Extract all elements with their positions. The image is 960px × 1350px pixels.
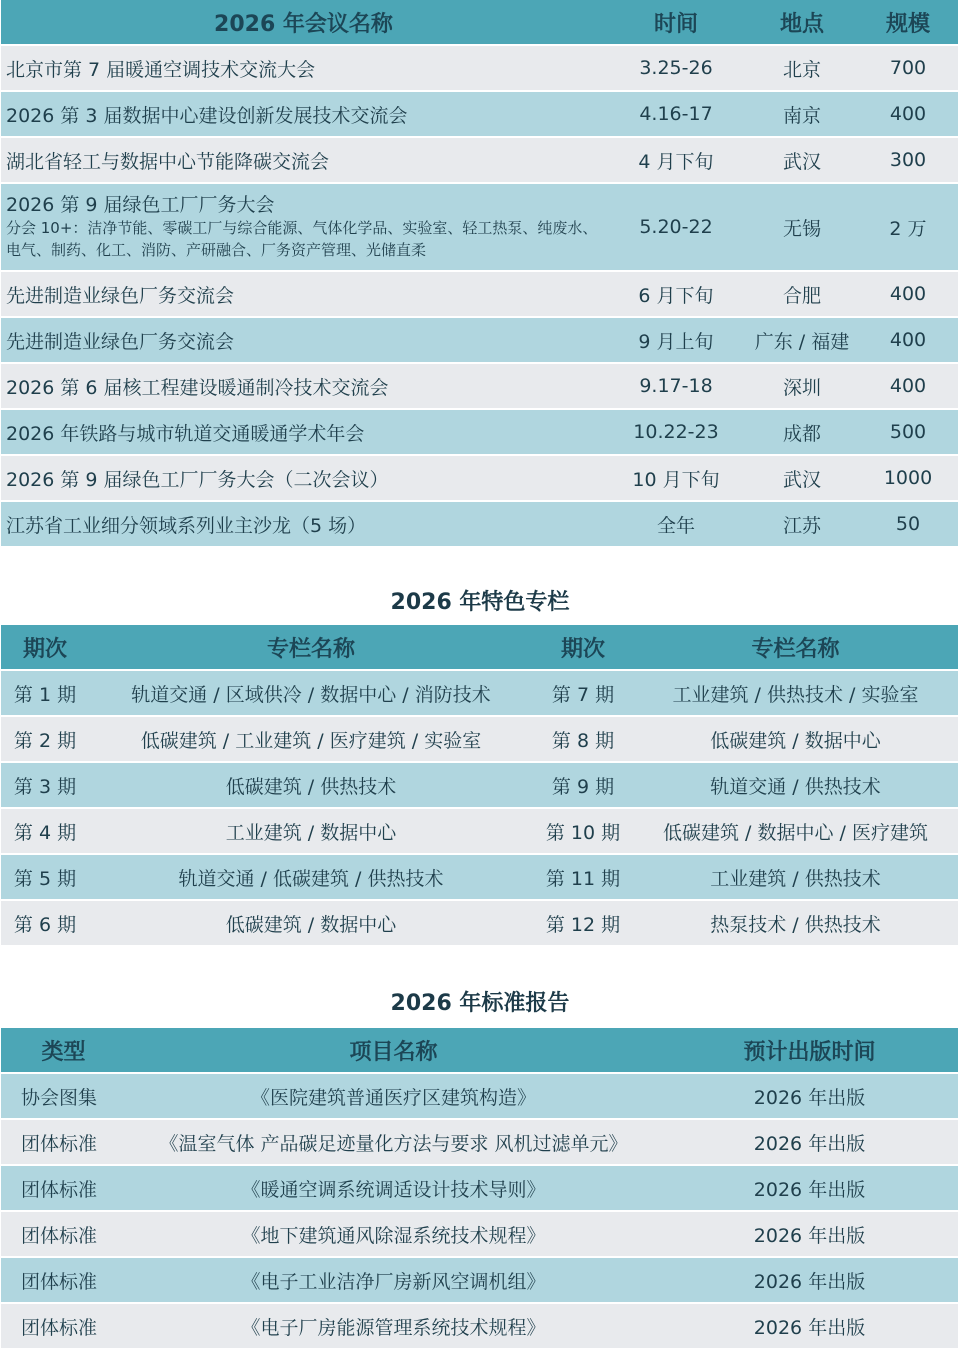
meeting-time: 10.22-23 xyxy=(606,408,746,454)
meeting-name: 先进制造业绿色厂务交流会 xyxy=(1,316,606,362)
table-row xyxy=(1,807,958,853)
table-row xyxy=(1,1210,958,1256)
issue-number: 第 6 期 xyxy=(1,899,89,945)
issue-number: 第 10 期 xyxy=(533,807,633,853)
column-topics: 热泵技术 / 供热技术 xyxy=(633,899,958,945)
table-row xyxy=(1,761,958,807)
meeting-scale: 2 万 xyxy=(858,182,958,270)
standard-date: 2026 年出版 xyxy=(661,1164,958,1210)
column-topics: 低碳建筑 / 数据中心 / 医疗建筑 xyxy=(633,807,958,853)
meeting-name: 2026 年铁路与城市轨道交通暖通学术年会 xyxy=(1,408,606,454)
meeting-time: 4.16-17 xyxy=(606,90,746,136)
meetings-header-time: 时间 xyxy=(606,0,746,44)
issue-number: 第 11 期 xyxy=(533,853,633,899)
table-row xyxy=(1,853,958,899)
table-row xyxy=(1,1256,958,1302)
meeting-place: 南京 xyxy=(746,90,858,136)
column-topics: 低碳建筑 / 供热技术 xyxy=(89,761,533,807)
column-topics: 轨道交通 / 低碳建筑 / 供热技术 xyxy=(89,853,533,899)
standard-date: 2026 年出版 xyxy=(661,1072,958,1118)
columns-header-name-a: 专栏名称 xyxy=(89,625,533,669)
issue-number: 第 8 期 xyxy=(533,715,633,761)
issue-number: 第 9 期 xyxy=(533,761,633,807)
table-row xyxy=(1,500,958,546)
issue-number: 第 7 期 xyxy=(533,669,633,715)
meeting-place: 江苏 xyxy=(746,500,858,546)
column-topics: 轨道交通 / 供热技术 xyxy=(633,761,958,807)
standard-date: 2026 年出版 xyxy=(661,1302,958,1348)
standard-type: 团体标准 xyxy=(1,1118,126,1164)
issue-number: 第 3 期 xyxy=(1,761,89,807)
table-row xyxy=(1,44,958,90)
column-topics: 低碳建筑 / 数据中心 xyxy=(633,715,958,761)
issue-number: 第 5 期 xyxy=(1,853,89,899)
meeting-name: 湖北省轻工与数据中心节能降碳交流会 xyxy=(1,136,606,182)
meeting-name: 2026 第 6 届核工程建设暖通制冷技术交流会 xyxy=(1,362,606,408)
standards-header-date: 预计出版时间 xyxy=(661,1028,958,1072)
meeting-name: 北京市第 7 届暖通空调技术交流大会 xyxy=(1,44,606,90)
meeting-scale: 500 xyxy=(858,408,958,454)
table-row xyxy=(1,454,958,500)
meeting-time: 10 月下旬 xyxy=(606,454,746,500)
meetings-header-name: 2026 年会议名称 xyxy=(1,0,606,44)
meeting-scale: 50 xyxy=(858,500,958,546)
table-row xyxy=(1,408,958,454)
table-row xyxy=(1,1072,958,1118)
standard-project: 《暖通空调系统调适设计技术导则》 xyxy=(126,1164,661,1210)
meeting-name: 2026 第 9 届绿色工厂厂务大会（二次会议） xyxy=(1,454,606,500)
meeting-scale: 1000 xyxy=(858,454,958,500)
column-topics: 工业建筑 / 供热技术 xyxy=(633,853,958,899)
table-row xyxy=(1,715,958,761)
column-topics: 低碳建筑 / 工业建筑 / 医疗建筑 / 实验室 xyxy=(89,715,533,761)
table-row xyxy=(1,899,958,945)
standard-project: 《温室气体 产品碳足迹量化方法与要求 风机过滤单元》 xyxy=(126,1118,661,1164)
table-row xyxy=(1,136,958,182)
meeting-place: 无锡 xyxy=(746,182,858,270)
column-topics: 轨道交通 / 区域供冷 / 数据中心 / 消防技术 xyxy=(89,669,533,715)
standards-table xyxy=(1,1028,958,1348)
issue-number: 第 12 期 xyxy=(533,899,633,945)
table-row xyxy=(1,90,958,136)
standard-project: 《地下建筑通风除湿系统技术规程》 xyxy=(126,1210,661,1256)
meeting-place: 北京 xyxy=(746,44,858,90)
meeting-name: 2026 第 9 届绿色工厂厂务大会 xyxy=(6,194,275,216)
standard-type: 协会图集 xyxy=(1,1072,126,1118)
standard-project: 《电子厂房能源管理系统技术规程》 xyxy=(126,1302,661,1348)
standards-header-type: 类型 xyxy=(1,1028,126,1072)
column-topics: 工业建筑 / 数据中心 xyxy=(89,807,533,853)
standard-date: 2026 年出版 xyxy=(661,1118,958,1164)
meeting-time: 全年 xyxy=(606,500,746,546)
table-row xyxy=(1,1118,958,1164)
meeting-scale: 700 xyxy=(858,44,958,90)
standard-project: 《电子工业洁净厂房新风空调机组》 xyxy=(126,1256,661,1302)
meeting-time: 9 月上旬 xyxy=(606,316,746,362)
meetings-header-place: 地点 xyxy=(746,0,858,44)
columns-header-issue-b: 期次 xyxy=(533,625,633,669)
standards-header-project: 项目名称 xyxy=(126,1028,661,1072)
standard-type: 团体标准 xyxy=(1,1302,126,1348)
meeting-time: 5.20-22 xyxy=(606,182,746,270)
standard-type: 团体标准 xyxy=(1,1164,126,1210)
issue-number: 第 2 期 xyxy=(1,715,89,761)
issue-number: 第 4 期 xyxy=(1,807,89,853)
columns-header-issue-a: 期次 xyxy=(1,625,89,669)
standards-header-row xyxy=(1,1028,958,1072)
meeting-scale: 400 xyxy=(858,362,958,408)
meeting-name: 江苏省工业细分领域系列业主沙龙（5 场） xyxy=(1,500,606,546)
meeting-time: 4 月下旬 xyxy=(606,136,746,182)
meeting-scale: 400 xyxy=(858,90,958,136)
meetings-header-row xyxy=(1,0,958,44)
meeting-place: 深圳 xyxy=(746,362,858,408)
meeting-subforums: 分会 10+：洁净节能、零碳工厂与综合能源、气体化学品、实验室、轻工热泵、纯废水、电气、制药、化工、消防、产研融合、厂务资产管理、光储直柔 xyxy=(6,219,598,259)
table-row xyxy=(1,316,958,362)
meeting-scale: 300 xyxy=(858,136,958,182)
table-row xyxy=(1,270,958,316)
meetings-header-scale: 规模 xyxy=(858,0,958,44)
issue-number: 第 1 期 xyxy=(1,669,89,715)
meeting-name-cell xyxy=(1,182,606,270)
columns-header-row xyxy=(1,625,958,669)
meeting-scale: 400 xyxy=(858,270,958,316)
standard-type: 团体标准 xyxy=(1,1256,126,1302)
standard-date: 2026 年出版 xyxy=(661,1210,958,1256)
table-row xyxy=(1,362,958,408)
meeting-time: 6 月下旬 xyxy=(606,270,746,316)
columns-table xyxy=(1,625,958,945)
standards-section-title: 2026 年标准报告 xyxy=(390,991,570,1016)
columns-section-title: 2026 年特色专栏 xyxy=(390,590,570,615)
column-topics: 工业建筑 / 供热技术 / 实验室 xyxy=(633,669,958,715)
meetings-table xyxy=(1,0,958,546)
meeting-scale: 400 xyxy=(858,316,958,362)
meeting-place: 合肥 xyxy=(746,270,858,316)
table-row xyxy=(1,1302,958,1348)
table-row xyxy=(1,1164,958,1210)
standard-project: 《医院建筑普通医疗区建筑构造》 xyxy=(126,1072,661,1118)
table-row xyxy=(1,669,958,715)
meeting-place: 武汉 xyxy=(746,454,858,500)
meeting-place: 武汉 xyxy=(746,136,858,182)
meeting-name: 先进制造业绿色厂务交流会 xyxy=(1,270,606,316)
meeting-place: 广东 / 福建 xyxy=(746,316,858,362)
table-row xyxy=(1,182,958,270)
columns-header-name-b: 专栏名称 xyxy=(633,625,958,669)
standard-date: 2026 年出版 xyxy=(661,1256,958,1302)
standard-type: 团体标准 xyxy=(1,1210,126,1256)
meeting-place: 成都 xyxy=(746,408,858,454)
meeting-time: 9.17-18 xyxy=(606,362,746,408)
column-topics: 低碳建筑 / 数据中心 xyxy=(89,899,533,945)
meeting-time: 3.25-26 xyxy=(606,44,746,90)
meeting-name: 2026 第 3 届数据中心建设创新发展技术交流会 xyxy=(1,90,606,136)
